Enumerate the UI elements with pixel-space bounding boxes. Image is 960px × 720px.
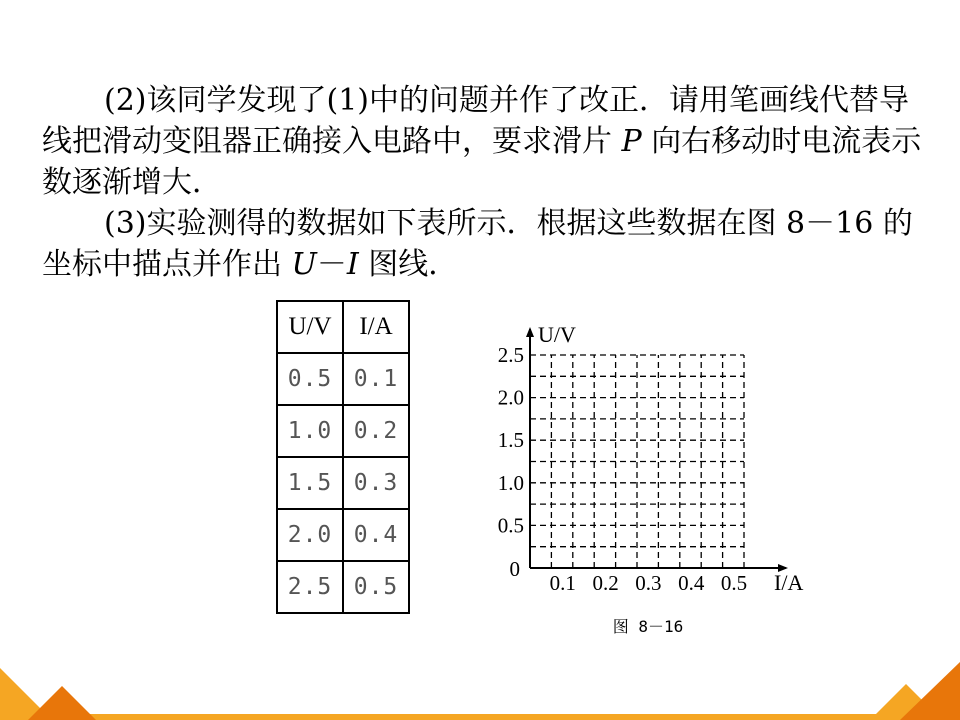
y-tick-label: 1.0 <box>497 470 524 495</box>
cell-voltage: 2.5 <box>277 561 343 613</box>
cell-current: 0.1 <box>343 353 409 405</box>
voltage-variable: U <box>291 247 317 282</box>
footer-stripe <box>0 714 960 720</box>
table-row <box>277 405 409 457</box>
x-axis-label: I/A <box>774 570 804 595</box>
dash: － <box>316 247 347 282</box>
cell-current: 0.2 <box>343 405 409 457</box>
y-tick-label: 1.5 <box>497 428 524 453</box>
cell-voltage: 0.5 <box>277 353 343 405</box>
question-2-text-b: 向右移动时电流表示数逐渐增大． <box>42 124 922 200</box>
y-tick-label: 0.5 <box>497 513 524 538</box>
table-header-row <box>277 301 409 353</box>
decorative-footer <box>0 660 960 720</box>
current-variable: I <box>346 247 359 282</box>
y-axis-arrow <box>526 327 534 337</box>
x-tick-label: 0.4 <box>678 571 705 595</box>
question-3-text-a: (3)实验测得的数据如下表所示．根据这些数据在图 8－16 的坐标中描点并作出 <box>42 206 913 282</box>
x-tick-label: 0.2 <box>592 571 619 595</box>
question-part-3 <box>42 203 922 285</box>
footer-triangle-left-small <box>28 686 96 720</box>
x-tick-label: 0.3 <box>635 571 662 595</box>
table-row <box>277 353 409 405</box>
question-part-2 <box>42 80 922 203</box>
cell-voltage: 1.5 <box>277 457 343 509</box>
cell-voltage: 2.0 <box>277 509 343 561</box>
x-tick-label: 0.5 <box>720 571 748 595</box>
table-row <box>277 509 409 561</box>
u-i-graph <box>480 318 810 648</box>
slider-variable: P <box>621 124 642 159</box>
header-voltage: U/V <box>277 301 343 353</box>
y-tick-label: 2.5 <box>497 343 524 367</box>
y-axis-label: U/V <box>538 322 576 347</box>
table-row <box>277 561 409 613</box>
figure-caption: 图 8－16 <box>612 617 684 636</box>
question-3-text-b: 图线． <box>368 247 459 282</box>
cell-current: 0.4 <box>343 509 409 561</box>
cell-current: 0.5 <box>343 561 409 613</box>
origin-label: 0 <box>509 557 520 581</box>
data-table <box>276 300 410 614</box>
y-tick-label: 2.0 <box>497 385 524 410</box>
cell-current: 0.3 <box>343 457 409 509</box>
x-tick-label: 0.1 <box>549 571 576 595</box>
header-current: I/A <box>343 301 409 353</box>
question-2-text-a: (2)该同学发现了(1)中的问题并作了改正．请用笔画线代替导线把滑动变阻器正确接入电路中，要求滑片 <box>42 83 909 159</box>
table-row <box>277 457 409 509</box>
cell-voltage: 1.0 <box>277 405 343 457</box>
